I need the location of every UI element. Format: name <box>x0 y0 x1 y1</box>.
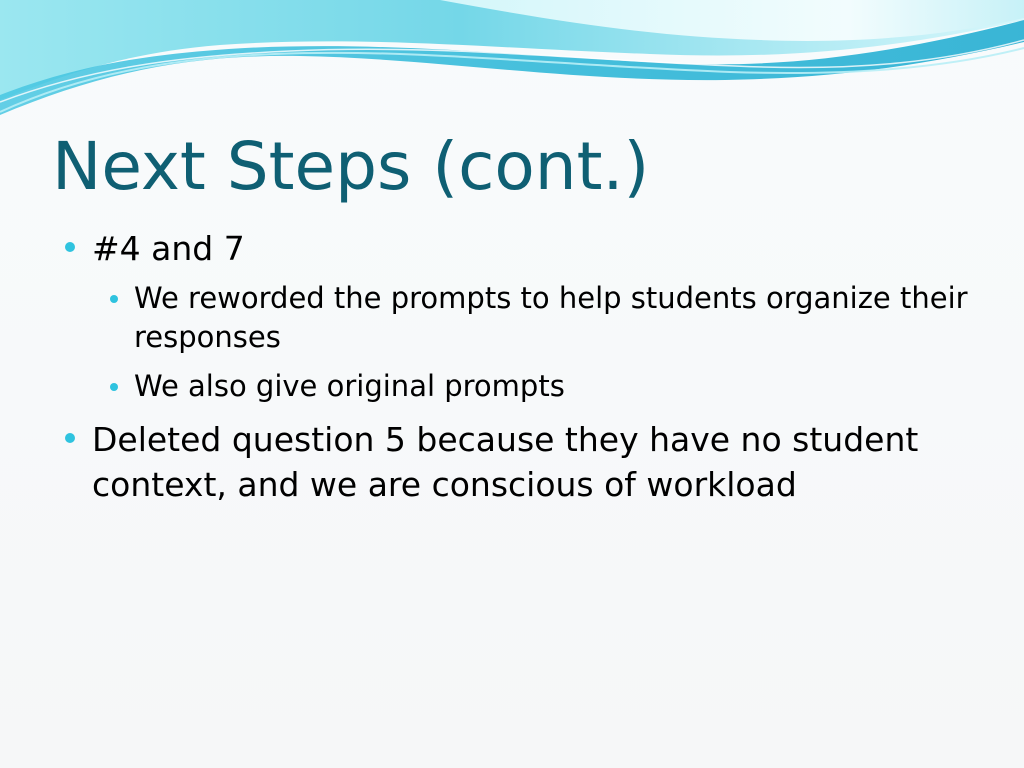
bullet-dot-icon <box>110 295 118 303</box>
sub-bullet-text: We also give original prompts <box>134 369 565 403</box>
bullet-item <box>92 226 972 271</box>
bullet-text: Deleted question 5 because they have no student context, and we are conscious of workload <box>92 420 919 504</box>
sub-bullet-item <box>134 367 994 406</box>
bullet-text: #4 and 7 <box>92 229 245 268</box>
bullet-dot-icon <box>65 433 75 443</box>
bullet-item <box>92 417 972 507</box>
bullet-dot-icon <box>65 242 75 252</box>
header-wave-decoration <box>0 0 1024 130</box>
sub-bullet-text: We reworded the prompts to help students organize their responses <box>134 281 968 354</box>
bullet-dot-icon <box>110 383 118 391</box>
slide-title: Next Steps (cont.) <box>52 128 650 205</box>
sub-bullet-item <box>134 279 994 357</box>
